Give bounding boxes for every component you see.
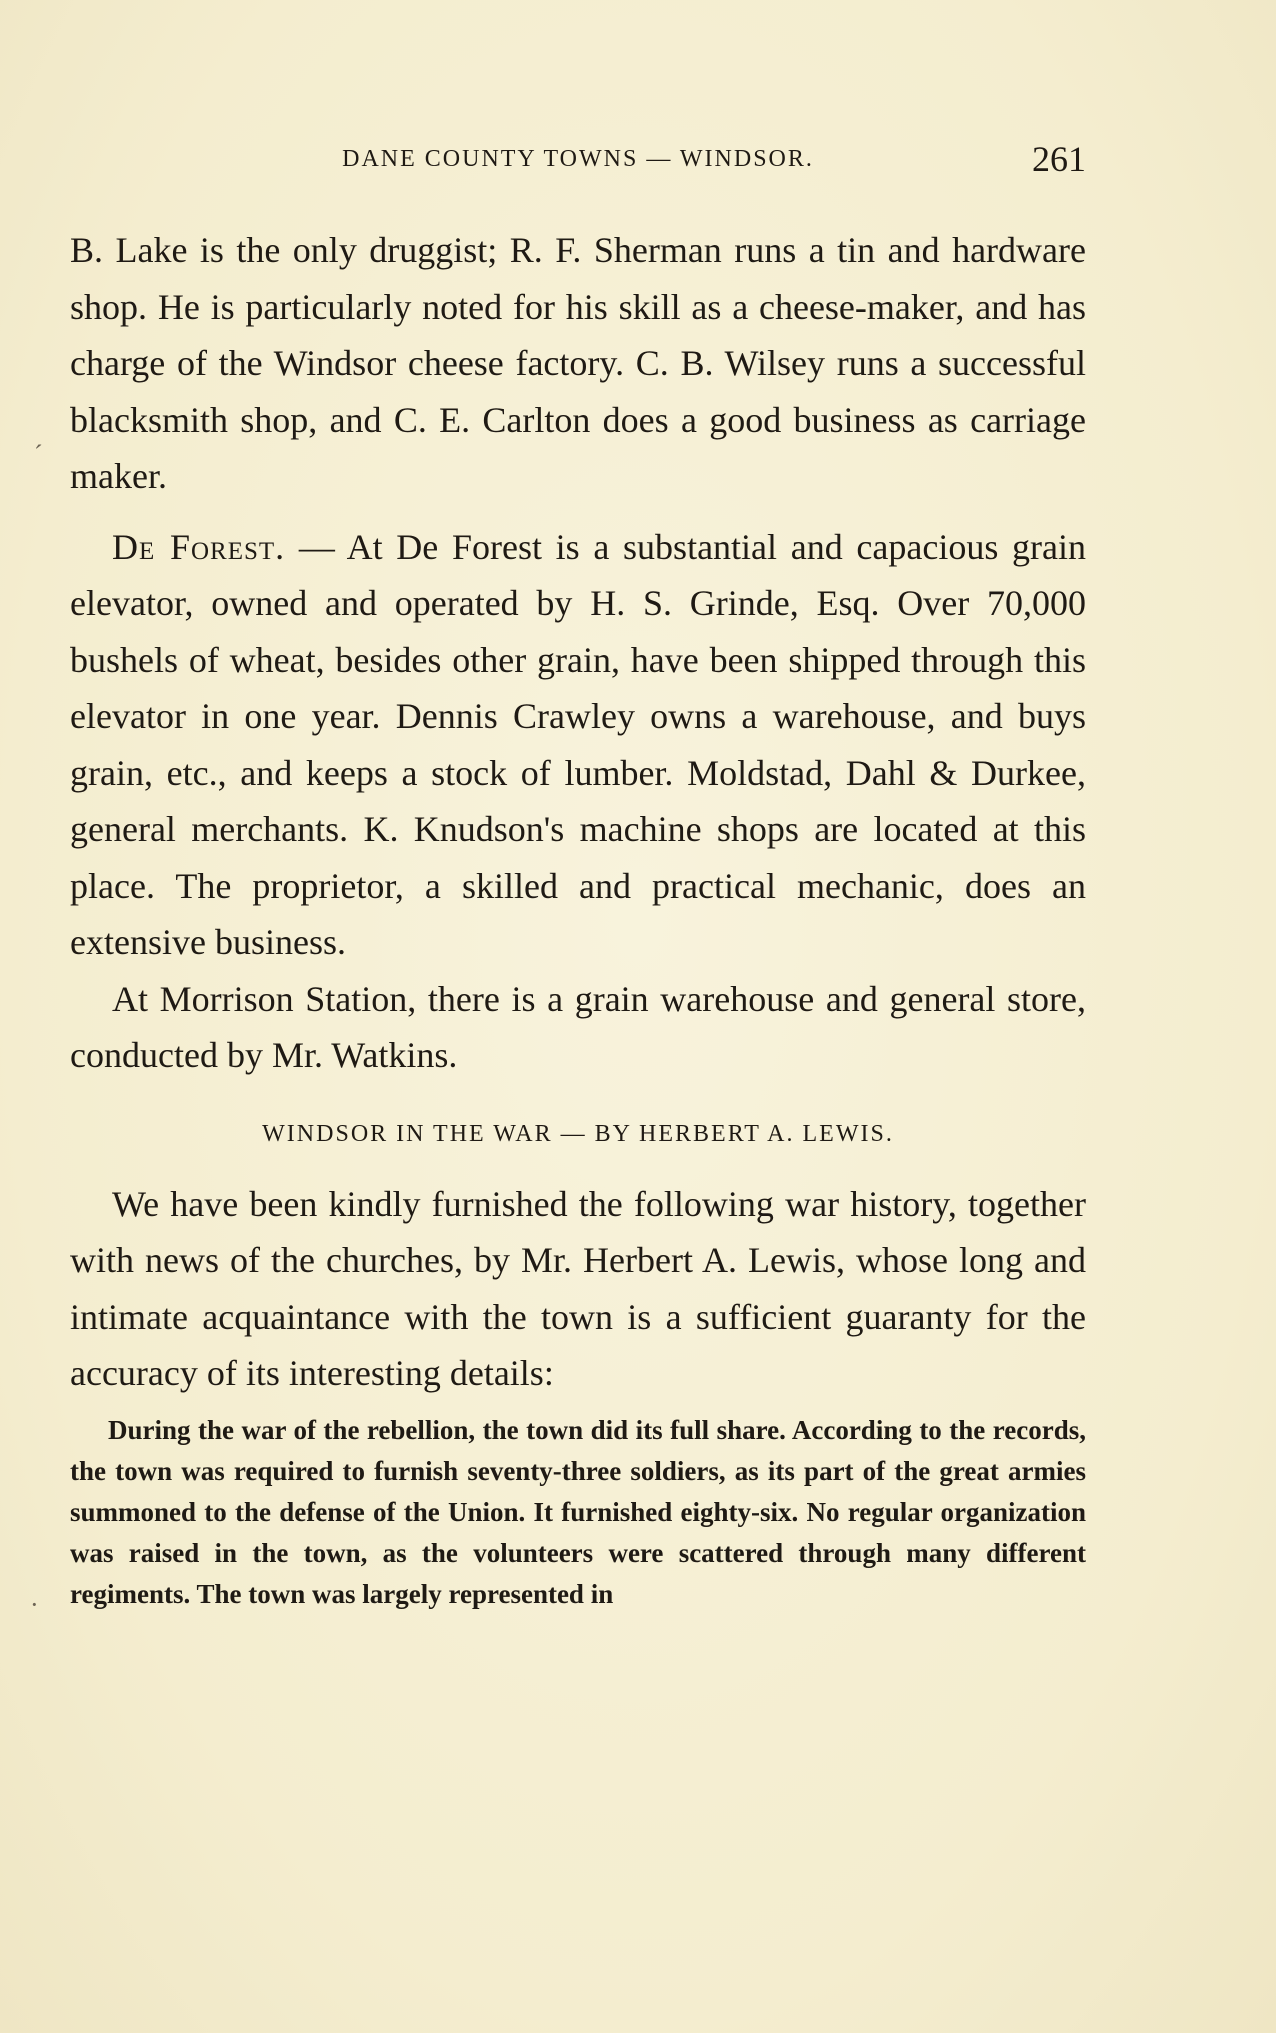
quoted-war-history: During the war of the rebellion, the town did its full share. According to the records, the town was required to furnish seventy-three soldiers, as its part of the great armies summoned to the defense of the Union. It furnished eighty-six. No regular organization was raised in the town, as the volunteers were scattered through many different regiments. The town was largely represented in <box>70 1414 1086 1609</box>
paragraph-druggist: B. Lake is the only druggist; R. F. Sherman runs a tin and hardware shop. He is particularly noted for his skill as a cheese-maker, and has charge of the Windsor cheese factory. C. B. Wilsey runs a successful blacksmith shop, and C. E. Carlton does a good business as carriage maker. <box>70 230 1086 496</box>
page-number: 261 <box>1032 139 1086 179</box>
section-subheading: WINDSOR IN THE WAR — BY HERBERT A. LEWIS. <box>262 1120 894 1147</box>
paragraph-de-forest-body: — At De Forest is a substantial and capacious grain elevator, owned and operated by H. S. Grinde, Esq. Over 70,000 bushels of wheat, besides other grain, have been shipped through this elevator in one year. Dennis Crawley owns a warehouse, and buys grain, etc., and keeps a stock of lumber. Moldstad, Dahl & Durkee, general merchants. K. Knudson's machine shops are located at this place. The proprietor, a skilled and practical mechanic, does an extensive business. <box>70 526 1086 962</box>
body-text <box>70 222 1086 1615</box>
margin-tick-mark: ´ <box>34 440 43 469</box>
running-head <box>70 138 1086 182</box>
running-title: DANE COUNTY TOWNS — WINDSOR. <box>342 146 814 172</box>
paragraph-morrison-station: At Morrison Station, there is a grain warehouse and general store, conducted by Mr. Watkins. <box>70 978 1086 1075</box>
paragraph-de-forest <box>70 519 1086 971</box>
paragraph-war-history-intro: We have been kindly furnished the following war history, together with news of the churches, by Mr. Herbert A. Lewis, whose long and intimate acquaintance with the town is a sufficient guaranty for the accuracy of its interesting details: <box>70 1183 1086 1393</box>
section-name-de-forest: De Forest. <box>112 526 286 567</box>
margin-dot-mark: · <box>30 1590 39 1619</box>
